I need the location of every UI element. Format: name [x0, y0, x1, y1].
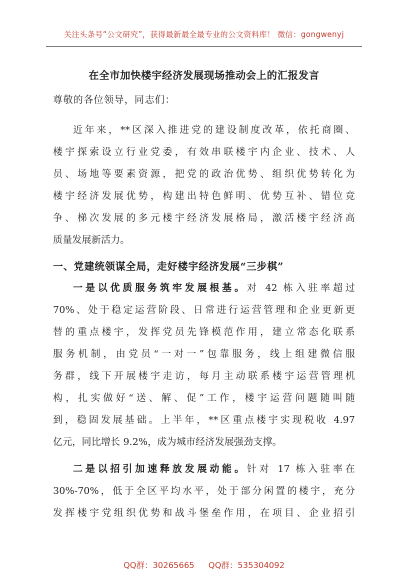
paragraph-line: 构，扎实做好“送、解、促”工作，楼宇运营问题随叫随 — [53, 393, 355, 404]
paragraph-line: 到，稳固发展基础。上半年，**区重点楼宇实现税收 4.97 — [53, 415, 355, 426]
paragraph-text: 针对 17 栋入驻率在 — [246, 464, 355, 475]
document-title: 在全市加快楼宇经济发展现场推动会上的汇报发言 — [88, 70, 320, 82]
paragraph-line: 替的重点楼宇，发挥党员先锋模范作用，建立常态化联系 — [53, 327, 355, 338]
paragraph-line: 发挥楼宇党组织优势和战斗堡垒作用，在项目、企业招引 — [53, 508, 355, 519]
footer-qq-group-1: QQ群：30265665 — [123, 560, 195, 570]
intro-line: 员、场地等要素资源，把党的政治优势、组织优势转化为 — [53, 169, 355, 180]
intro-line: 楼宇探索设立行业党委，有效串联楼宇内企业、技术、人 — [53, 147, 355, 158]
paragraph-line: 服务机制，由党员“一对一”包靠服务，线上组建微信服 — [53, 349, 355, 360]
intro-line: 近年来，**区深入推进党的建设制度改革，依托商圈、 — [73, 125, 355, 136]
paragraph-line: 70%、处于稳定运营阶段、日常进行运营管理和企业更新更 — [53, 305, 355, 316]
header-divider — [46, 46, 362, 47]
paragraph-lead: 二是以招引加速释放发展动能。 — [73, 464, 247, 475]
footer-qq-group-2: QQ群：535304092 — [208, 560, 285, 570]
salutation: 尊敬的各位领导，同志们： — [53, 95, 176, 106]
section-heading: 一、党建统领谋全局，走好楼宇经济发展“三步棋” — [53, 262, 284, 273]
intro-line: 楼宇经济发展优势，构建出特色鲜明、优势互补、错位竞 — [53, 191, 355, 202]
paragraph-line: 30%-70%，低于全区平均水平，处于部分闲置的楼宇，充分 — [53, 486, 355, 497]
paragraph-lead: 一是以优质服务筑牢发展根基。 — [73, 283, 247, 294]
intro-line: 争、梯次发展的多元楼宇经济发展格局，激活楼宇经济高 — [53, 213, 355, 224]
intro-line: 质量发展新活力。 — [53, 235, 130, 246]
paragraph-line: 亿元，同比增长 9.2%，成为城市经济发展强劲支撑。 — [53, 437, 282, 448]
header-banner: 关注头条号“公文研究”，获得最新最全最专业的公文资料库！ 微信：gongwenyj — [63, 30, 345, 39]
paragraph-line — [73, 282, 355, 296]
paragraph-text: 对 42 栋入驻率超过 — [246, 283, 355, 294]
footer-qq-groups — [0, 560, 408, 571]
paragraph-line — [73, 463, 355, 477]
paragraph-line: 务群，线下开展楼宇走访，每月主动联系楼宇运营管理机 — [53, 371, 355, 382]
